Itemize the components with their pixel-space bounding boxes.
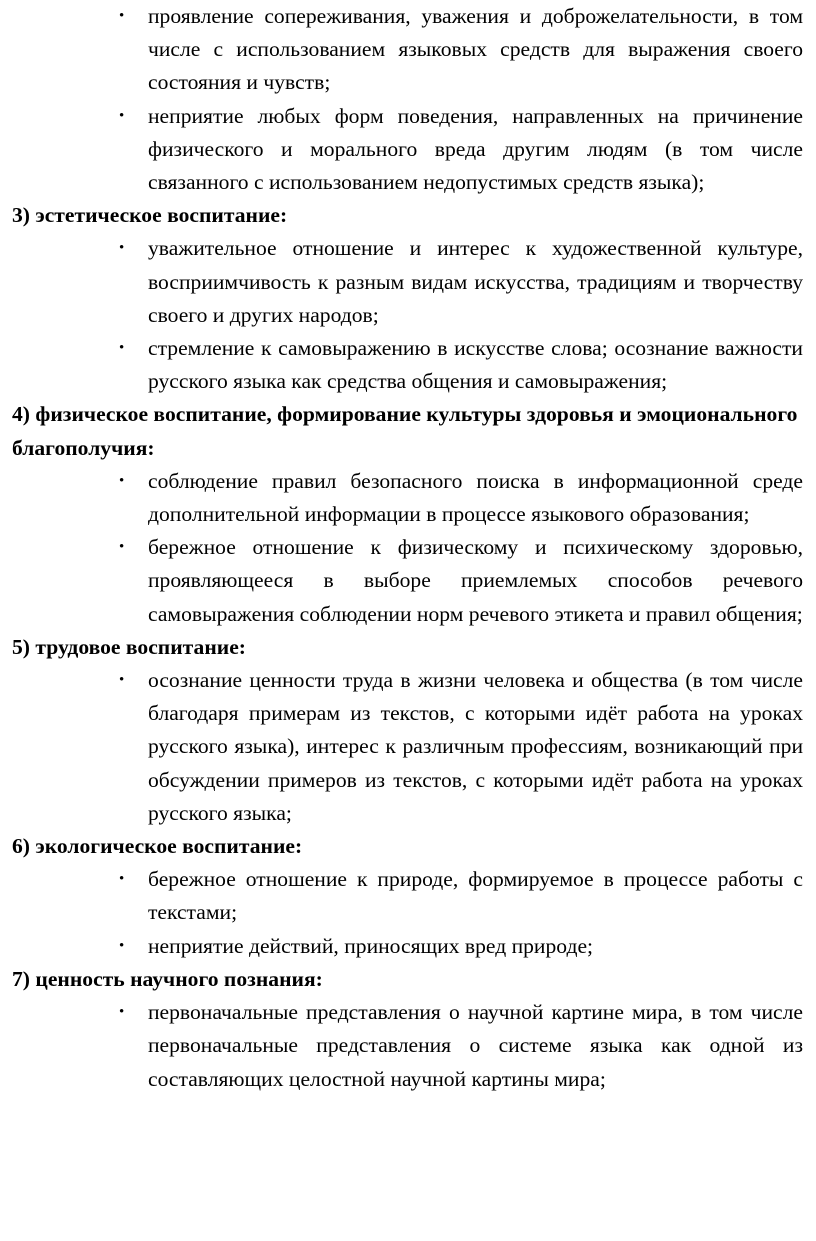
- section-heading: 7) ценность научного познания:: [12, 966, 323, 991]
- section-heading: 6) экологическое воспитание:: [12, 834, 303, 859]
- bullet-icon: •: [119, 539, 125, 556]
- list-item: [12, 863, 803, 929]
- list-item: [12, 996, 803, 1096]
- bullet-icon: •: [119, 8, 125, 24]
- list-item-text: неприятие любых форм поведения, направленных на причинение физического и морального вреда другим людям (в том числе связанного с использованием недопустимых средств языка);: [148, 103, 803, 195]
- section-ecological: [12, 830, 803, 963]
- list-item-text: бережное отношение к физическому и психическому здоровью, проявляющееся в выборе приемлемых способов речевого самовыражения соблюдении норм речевого этикета и правил общения;: [148, 535, 803, 626]
- list-item-text: неприятие действий, приносящих вред природе;: [148, 933, 594, 958]
- bullet-icon: •: [119, 472, 125, 489]
- bullet-icon: •: [119, 672, 125, 689]
- list-item: [12, 465, 803, 531]
- list-item-text: уважительное отношение и интерес к художественной культуре, восприимчивость к разным видам искусства, традициям и творчеству своего и других народов;: [148, 236, 803, 327]
- list-item: [12, 664, 803, 830]
- list-item-text: бережное отношение к природе, формируемое в процессе работы с текстами;: [148, 867, 803, 925]
- bullet-icon: •: [119, 107, 125, 124]
- section-heading: 3) эстетическое воспитание:: [12, 203, 288, 228]
- list-item-text: стремление к самовыражению в искусстве слова; осознание важности русского языка как средства общения и самовыражения;: [148, 336, 803, 394]
- bullet-icon: •: [119, 1004, 125, 1021]
- list-item-text: осознание ценности труда в жизни человека и общества (в том числе благодаря примерам из текстов, с которыми идёт работа на уроках русского языка), интерес к различным профессиям, возникающий при обсуждении примеров из текстов, с которыми идёт работа на уроках русского языка;: [148, 668, 803, 825]
- list-item: [12, 232, 803, 332]
- section-aesthetic: [12, 199, 803, 398]
- bullet-icon: •: [119, 871, 125, 888]
- list-item: [12, 531, 803, 631]
- bullet-icon: •: [119, 340, 125, 357]
- section-physical: [12, 398, 803, 630]
- list-item: [12, 930, 803, 963]
- bullet-icon: •: [119, 240, 125, 257]
- section-scientific: [12, 963, 803, 1096]
- section-heading: 4) физическое воспитание, формирование культуры здоровья и эмоционального благополучия:: [12, 402, 798, 460]
- list-item: [12, 0, 803, 100]
- bullet-icon: •: [119, 937, 125, 954]
- list-item: [12, 332, 803, 398]
- list-item-text: первоначальные представления о научной картине мира, в том числе первоначальные представления о системе языка как одной из составляющих целостной научной картины мира;: [148, 1000, 803, 1091]
- section-heading: 5) трудовое воспитание:: [12, 634, 246, 659]
- list-item: [12, 100, 803, 200]
- list-item-text: проявление сопереживания, уважения и доброжелательности, в том числе с использованием языковых средств для выражения своего состояния и чувств;: [148, 4, 803, 95]
- list-item-text: соблюдение правил безопасного поиска в информационной среде дополнительной информации в процессе языкового образования;: [148, 468, 803, 527]
- section-labor: [12, 631, 803, 830]
